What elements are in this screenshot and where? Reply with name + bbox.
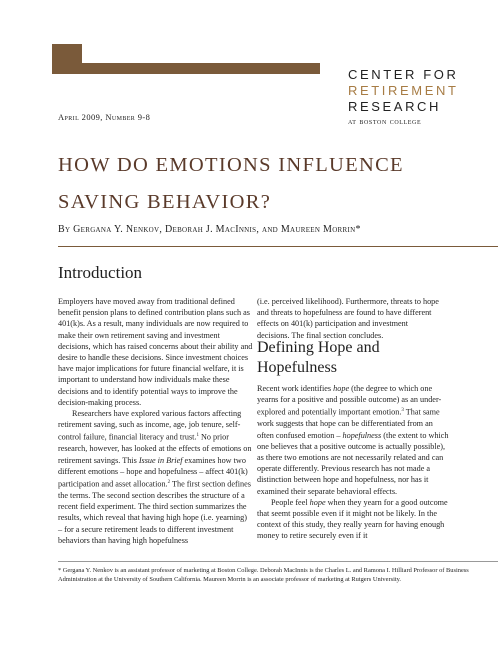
intro-paragraph-2 <box>58 408 253 546</box>
hope-p1-text-d: That same work suggests that hope can be differentiated from an often confused emotion – <box>257 408 440 440</box>
hope-p2-text-c: when they yearn for a good outcome that seemt possible even if it might not be likely. In the context of this study, they really yearn for having enough money to retire securely even if it <box>257 497 448 541</box>
page-title-line1: HOW DO EMOTIONS INFLUENCE <box>58 154 404 176</box>
hope-p2-text-a: People feel <box>271 497 310 507</box>
intro-p2-issue-in-brief: Issue in Brief <box>138 455 183 465</box>
hope-paragraph-1 <box>257 383 449 497</box>
hope-p1-hopefulness: hopefulness <box>342 430 382 440</box>
footnote-ref-2: 2 <box>167 479 171 485</box>
authors-divider <box>58 246 498 247</box>
issue-number: April 2009, Number 9-8 <box>58 112 151 122</box>
hope-paragraph-2 <box>257 497 449 542</box>
intro-column-right <box>257 296 442 341</box>
center-logo-line1: CENTER FOR <box>348 67 459 82</box>
footnote-divider <box>58 561 498 562</box>
authors-line: By Gergana Y. Nenkov, Deborah J. MacInnis, and Maureen Morrin* <box>58 224 361 235</box>
header-brown-block <box>52 44 82 74</box>
author-footnote: * Gergana Y. Nenkov is an assistant professor of marketing at Boston College. Deborah MacInnis is the Charles L. and Ramona I. Hilliard Professor of Business Administration at the University of Southern California. Maureen Morrin is an associate professor of marketing at Rutgers University. <box>58 567 469 583</box>
page-title-line2: SAVING BEHAVIOR? <box>58 191 272 213</box>
intro-p2-text-a: Researchers have explored various factors affecting retirement saving, such as income, age, job tenure, self-control failure, financial literacy and trust. <box>58 409 242 443</box>
page-title <box>58 147 478 221</box>
hope-p1-text-a: Recent work identifies <box>257 384 334 393</box>
hope-p1-text-f: (the extent to which one believes that a positive outcome is actually possible), as there two emotions are not necessarily related and can operate differently. Previous research has not made a distinction between hope and hopefulness, nor has it examined their separate behavioral effects. <box>257 430 449 496</box>
center-logo-line4: at boston college <box>348 116 422 126</box>
intro-p2-text-e: The first section defines the terms. The second section describes the structure of a recent field experiment. The third section summarizes the results, which reveal that having high hope (i.e. yearning) – for a secure retirement leads to different investment behaviors than having high hopefulness <box>58 479 251 545</box>
center-logo-line3: RESEARCH <box>348 99 442 114</box>
center-logo <box>348 67 498 127</box>
intro-paragraph-1: Employers have moved away from traditional defined benefit pension plans to defined contribution plans such as 401(k)s. As a result, many individuals are now required to make their own retirement saving and investment decisions, which has raised concerns about their ability and desire to handle these decisions. Since investment choices have major implications for future financial welfare, it is important to understand how individuals make these decisions and to identify potential ways to improve the decision-making process. <box>58 297 253 407</box>
hope-p1-hope: hope <box>333 384 350 393</box>
hope-p1-text-c: (the degree to which one yearns for a positive and possible outcome) as an under-explored and potentially important emotion. <box>257 384 442 418</box>
footnote-ref-3: 3 <box>401 408 404 414</box>
intro-heading: Introduction <box>58 263 143 282</box>
hope-column <box>257 383 449 542</box>
header-brown-rule <box>82 63 320 74</box>
footnote-ref-1: 1 <box>196 433 199 439</box>
intro-p2-text-b: No prior research, however, has looked at the effects of emotions on retirement savings. This <box>58 433 252 465</box>
hope-heading: Defining Hope and Hopefulness <box>257 339 380 376</box>
center-logo-line2: RETIREMENT <box>348 83 459 98</box>
intro-paragraph-3: (i.e. perceived likelihood). Furthermore, threats to hope and threats to hopefulness are found to have different effects on 401(k) participation and investment decisions. The final section concludes. <box>257 297 439 340</box>
intro-p2-text-d: examines how two different emotions – hope and hopefulness – affect 401(k) participation and asset allocation. <box>58 455 248 489</box>
intro-column-left <box>58 296 253 546</box>
hope-p2-hope: hope <box>309 497 326 507</box>
